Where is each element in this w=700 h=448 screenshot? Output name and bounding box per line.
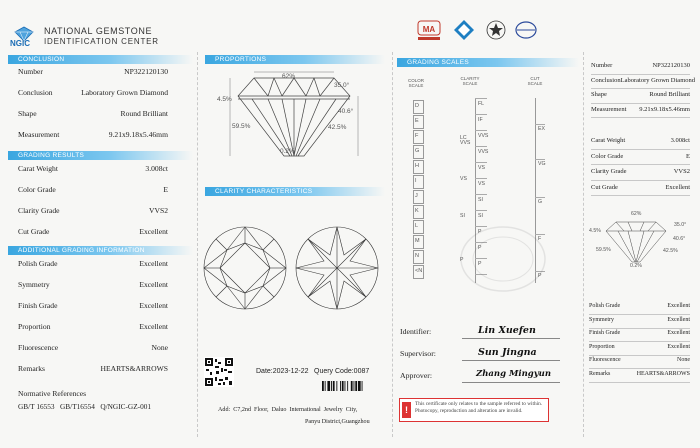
divider xyxy=(392,52,393,437)
section-clarity: CLARITY CHARACTERISTICS xyxy=(205,187,385,196)
field-row xyxy=(589,344,690,350)
field-rule xyxy=(589,355,690,356)
address-line1: Add: C7,2nd Floor, Daluo International Jewelry City, xyxy=(218,407,358,413)
field-row xyxy=(18,88,168,97)
proportions-diagram xyxy=(222,62,382,162)
clarity-sub-label: P xyxy=(478,245,482,251)
field-label: Proportion xyxy=(589,343,615,350)
field-label: Fluorescence xyxy=(589,357,621,363)
field-rule xyxy=(589,382,690,383)
clarity-plot-crown xyxy=(202,225,288,311)
signature-line xyxy=(462,360,560,361)
field-value: Laboratory Grown Diamond xyxy=(620,76,695,84)
query-code: Query Code:0087 xyxy=(314,368,370,375)
summary-crown-angle: 35.0° xyxy=(674,222,687,228)
logo-abbr: NGIC xyxy=(10,39,30,48)
field-rule xyxy=(591,149,690,150)
clarity-sub-label: SI xyxy=(478,197,483,203)
field-value: Excellent xyxy=(139,280,168,289)
color-grade-cell: N xyxy=(413,250,424,264)
color-grade-cell: H xyxy=(413,160,424,174)
color-grade-cell: E xyxy=(413,115,424,129)
field-value: NP322120130 xyxy=(124,67,168,76)
field-row xyxy=(589,317,690,323)
clarity-sub-label: IF xyxy=(478,117,483,123)
field-row xyxy=(18,67,168,76)
field-label: Remarks xyxy=(18,364,45,373)
clarity-group-label: VVS xyxy=(460,140,471,146)
field-label: Proportion xyxy=(18,322,51,331)
signature-role: Supervisor: xyxy=(400,349,436,358)
clarity-tick xyxy=(475,146,487,147)
field-row xyxy=(18,185,168,194)
field-value: Excellent xyxy=(667,330,690,336)
field-rule xyxy=(591,164,690,165)
field-label: Symmetry xyxy=(18,280,50,289)
field-row xyxy=(591,153,690,160)
field-value: 3.008ct xyxy=(670,137,690,144)
watermark-seal xyxy=(458,224,548,294)
clarity-tick xyxy=(475,130,487,131)
clarity-group-label: VS xyxy=(460,176,467,182)
qr-code xyxy=(204,357,234,387)
field-row xyxy=(18,109,168,118)
field-row xyxy=(591,168,690,175)
prop-pavilion-depth: 42.5% xyxy=(328,124,347,131)
field-row xyxy=(591,91,690,98)
field-row xyxy=(589,303,690,309)
field-label: Clarity Grade xyxy=(18,206,60,215)
field-label: Measurement xyxy=(591,105,627,113)
signature-line xyxy=(462,338,560,339)
cut-tick xyxy=(535,124,545,125)
field-label: Number xyxy=(18,67,43,76)
color-grade-cell: <N xyxy=(413,265,424,279)
signature-line xyxy=(462,382,560,383)
field-value: VVS2 xyxy=(149,206,168,215)
field-label: Color Grade xyxy=(18,185,56,194)
clarity-sub-label: SI xyxy=(478,213,483,219)
clarity-sub-label: P xyxy=(478,229,482,235)
field-label: Shape xyxy=(18,109,37,118)
field-value: Excellent xyxy=(667,303,690,309)
clarity-tick xyxy=(475,210,487,211)
field-rule xyxy=(591,180,690,181)
field-row xyxy=(589,357,690,363)
section-conclusion: CONCLUSION xyxy=(8,55,193,64)
field-label: Symmetry xyxy=(589,316,614,323)
clarity-group-label: LC xyxy=(460,135,467,141)
field-value: Excellent xyxy=(665,183,690,191)
clarity-group-label: SI xyxy=(460,213,465,219)
field-value: None xyxy=(677,357,690,363)
field-rule xyxy=(591,195,690,196)
notice-text: This certificate only relates to the sample referred to within. Photocopy, reproduction and alteration are invalid. xyxy=(415,401,543,414)
summary-proportions-diagram xyxy=(598,214,676,266)
svg-text:MA: MA xyxy=(422,25,436,34)
field-label: Finish Grade xyxy=(18,301,58,310)
field-row xyxy=(18,364,168,373)
field-label: Fluorescence xyxy=(18,343,59,352)
field-value: 3.008ct xyxy=(145,164,168,173)
org-name-line1: NATIONAL GEMSTONE xyxy=(44,26,153,36)
cut-grade-label: G xyxy=(538,199,543,205)
color-grade-cell: L xyxy=(413,220,424,234)
field-value: HEARTS&ARROWS xyxy=(100,364,168,373)
field-value: Excellent xyxy=(139,259,168,268)
field-row xyxy=(591,62,690,69)
field-label: Clarity Grade xyxy=(591,168,627,175)
prop-culet: 0.2% xyxy=(280,148,295,155)
field-rule xyxy=(589,314,690,315)
color-grade-cell: K xyxy=(413,205,424,219)
field-row xyxy=(18,280,168,289)
field-label: Conclusion xyxy=(591,76,621,84)
field-value: Excellent xyxy=(667,343,690,350)
field-row xyxy=(591,76,695,84)
signature-name: Sun Jingna xyxy=(478,347,537,358)
clarity-group-label: P xyxy=(460,257,464,263)
field-label: Carat Weight xyxy=(18,164,58,173)
field-label: Number xyxy=(591,62,613,69)
prop-table: 62% xyxy=(282,73,296,80)
field-value: 9.21x9.18x5.46mm xyxy=(108,130,168,139)
color-grade-cell: J xyxy=(413,190,424,204)
cut-tick xyxy=(535,159,545,160)
summary-pavilion-angle: 40.6° xyxy=(673,236,686,242)
field-label: Cut Grade xyxy=(18,227,50,236)
field-label: Cut Grade xyxy=(591,183,618,191)
field-row xyxy=(18,301,168,310)
divider xyxy=(583,52,584,437)
clarity-tick xyxy=(475,178,487,179)
cut-grade-label: P xyxy=(538,273,542,279)
field-label: Polish Grade xyxy=(18,259,58,268)
clarity-sub-label: VVS xyxy=(478,149,489,155)
clarity-tick xyxy=(475,98,487,99)
field-value: HEARTS&ARROWS xyxy=(636,370,690,377)
notice-icon: ! xyxy=(402,402,411,418)
field-row xyxy=(18,130,168,139)
summary-crown-height: 4.5% xyxy=(589,228,601,234)
field-value: Round Brilliant xyxy=(120,109,168,118)
summary-pavilion-depth: 42.5% xyxy=(663,248,678,254)
field-row xyxy=(591,184,690,191)
clarity-sub-label: P xyxy=(478,261,482,267)
field-label: Measurement xyxy=(18,130,60,139)
section-proportions: PROPORTIONS xyxy=(205,55,385,64)
section-grading-scales: GRADING SCALES xyxy=(397,58,579,67)
barcode xyxy=(322,378,374,388)
summary-table: 62% xyxy=(631,211,642,217)
field-label: Color Grade xyxy=(591,152,624,160)
color-grade-cell: D xyxy=(413,100,424,114)
clarity-sub-label: VVS xyxy=(478,133,489,139)
section-additional: ADDITIONAL GRADING INFORMATION xyxy=(8,246,193,255)
address-line2: Panyu District,Guangzhou xyxy=(305,419,370,425)
accreditation-badges xyxy=(416,18,538,44)
field-row xyxy=(591,137,690,144)
signature-role: Approver: xyxy=(400,371,433,380)
field-rule xyxy=(589,341,690,342)
divider xyxy=(197,52,198,437)
clarity-plot-pavilion xyxy=(294,225,380,311)
clarity-sub-label: VS xyxy=(478,181,485,187)
color-grade-cell: M xyxy=(413,235,424,249)
prop-pavilion-angle: 40.6° xyxy=(338,108,354,115)
field-value: Excellent xyxy=(667,316,690,323)
color-grade-cell: G xyxy=(413,145,424,159)
field-rule xyxy=(589,368,690,369)
normative-refs: GB/T 16553 GB/T16554 Q/NGIC-GZ-001 xyxy=(18,402,152,411)
clarity-scale-head: CLARITY SCALE xyxy=(460,76,480,86)
field-value: VVS2 xyxy=(673,168,690,175)
field-row xyxy=(18,322,168,331)
field-rule xyxy=(589,328,690,329)
field-rule xyxy=(591,74,690,75)
prop-total-depth: 59.5% xyxy=(232,123,251,130)
field-value: E xyxy=(686,152,690,160)
color-grade-cell: F xyxy=(413,130,424,144)
cut-grade-label: F xyxy=(538,236,542,242)
field-label: Shape xyxy=(591,91,607,98)
field-value: 9.21x9.18x5.46mm xyxy=(639,105,690,113)
field-label: Polish Grade xyxy=(589,303,621,309)
field-value: Excellent xyxy=(139,322,168,331)
field-rule xyxy=(591,117,690,118)
report-date: Date:2023-12-22 xyxy=(256,368,309,375)
prop-crown-angle: 35.0° xyxy=(334,82,350,89)
field-row xyxy=(591,106,690,113)
field-value: None xyxy=(151,343,168,352)
field-value: Excellent xyxy=(139,301,168,310)
cut-grade-label: VG xyxy=(538,161,546,167)
field-row xyxy=(18,259,168,268)
field-label: Remarks xyxy=(589,370,611,377)
field-label: Finish Grade xyxy=(589,330,621,336)
field-value: Laboratory Grown Diamond xyxy=(81,88,168,97)
signature-role: Identifier: xyxy=(400,327,432,336)
field-rule xyxy=(591,88,690,89)
field-value: E xyxy=(163,185,168,194)
signature-name: Zhang Mingyun xyxy=(476,369,552,379)
field-row xyxy=(18,343,168,352)
normative-title: Normative References xyxy=(18,389,87,398)
field-rule xyxy=(591,103,690,104)
summary-total-depth: 59.5% xyxy=(596,247,611,253)
color-scale-head: COLOR SCALE xyxy=(407,78,424,88)
field-value: Round Brilliant xyxy=(649,91,690,98)
field-row xyxy=(589,330,690,336)
field-value: NP322120130 xyxy=(652,62,690,69)
field-row xyxy=(18,164,168,173)
field-value: Excellent xyxy=(139,227,168,236)
cut-grade-label: EX xyxy=(538,126,545,132)
color-grade-cell: I xyxy=(413,175,424,189)
notice-box xyxy=(399,398,549,422)
field-row xyxy=(589,371,690,377)
section-grading-results: GRADING RESULTS xyxy=(8,151,193,160)
field-row xyxy=(18,227,168,236)
field-label: Carat Weight xyxy=(591,137,626,144)
clarity-tick xyxy=(475,114,487,115)
clarity-tick xyxy=(475,162,487,163)
signature-name: Lin Xuefen xyxy=(478,325,536,336)
cut-scale-head: CUT SCALE xyxy=(527,76,543,86)
org-name-line2: IDENTIFICATION CENTER xyxy=(44,37,159,46)
clarity-sub-label: VS xyxy=(478,165,485,171)
summary-culet: 0.2% xyxy=(630,263,642,269)
field-row xyxy=(18,206,168,215)
prop-crown-height: 4.5% xyxy=(217,96,232,103)
cut-tick xyxy=(535,197,545,198)
clarity-tick xyxy=(475,194,487,195)
clarity-sub-label: FL xyxy=(478,101,485,107)
field-label: Conclusion xyxy=(18,88,53,97)
